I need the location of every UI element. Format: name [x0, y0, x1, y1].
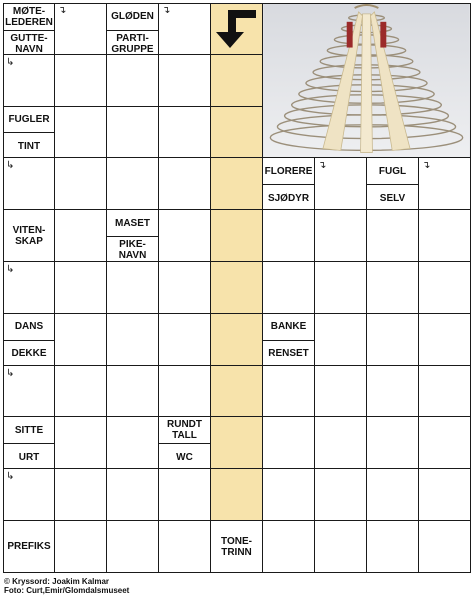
- letter-cell[interactable]: [315, 262, 367, 314]
- clue-cell: [3, 417, 55, 469]
- clue-sitte: SITTE: [4, 417, 54, 444]
- clue-gloden: GLØDEN: [107, 4, 158, 31]
- clue-florere: FLORERE: [263, 158, 314, 185]
- clue-direction-arrow-icon: ↳: [6, 471, 15, 483]
- crossword-grid: [3, 3, 471, 573]
- clue-fugl: FUGL: [367, 158, 418, 185]
- clue-gutte-navn: GUTTE- NAVN: [10, 32, 48, 55]
- clue-direction-arrow-icon: ↴: [58, 5, 67, 16]
- letter-cell[interactable]: [367, 262, 419, 314]
- letter-cell[interactable]: [211, 469, 263, 521]
- letter-cell[interactable]: [159, 55, 211, 107]
- letter-cell[interactable]: [107, 366, 159, 418]
- letter-cell[interactable]: [211, 262, 263, 314]
- letter-cell[interactable]: [159, 366, 211, 418]
- letter-cell[interactable]: [367, 314, 419, 366]
- letter-cell[interactable]: [419, 521, 471, 573]
- clue-direction-arrow-icon: ↴: [422, 160, 431, 172]
- clue-cell: [107, 3, 159, 55]
- letter-cell[interactable]: [367, 417, 419, 469]
- letter-cell[interactable]: [107, 262, 159, 314]
- letter-cell[interactable]: [211, 314, 263, 366]
- letter-cell[interactable]: [159, 107, 211, 159]
- letter-cell[interactable]: [419, 262, 471, 314]
- clue-wc: WC: [176, 451, 193, 463]
- clue-sjodyr: SJØDYR: [267, 192, 310, 204]
- letter-cell[interactable]: [55, 469, 107, 521]
- clue-rundt-tall: RUNDT TALL: [159, 417, 210, 444]
- letter-cell[interactable]: [263, 366, 315, 418]
- letter-cell[interactable]: [55, 262, 107, 314]
- clue-tint: TINT: [17, 140, 41, 152]
- letter-cell[interactable]: [55, 107, 107, 159]
- letter-cell[interactable]: [367, 469, 419, 521]
- clue-direction-arrow-icon: ↴: [162, 5, 171, 16]
- letter-cell[interactable]: [211, 210, 263, 262]
- letter-cell[interactable]: [159, 521, 211, 573]
- letter-cell[interactable]: [315, 314, 367, 366]
- letter-cell[interactable]: [107, 521, 159, 573]
- letter-cell[interactable]: [55, 158, 107, 210]
- clue-cell: [3, 3, 55, 55]
- letter-cell[interactable]: [159, 158, 211, 210]
- clue-maset: MASET: [107, 210, 158, 237]
- letter-cell[interactable]: [55, 314, 107, 366]
- photo-credit: Foto: Curt,Emir/Glomdalsmuseet: [4, 586, 130, 595]
- letter-cell[interactable]: [419, 366, 471, 418]
- clue-tone-trinn: TONE- TRINN: [221, 535, 252, 558]
- credits: [4, 577, 129, 595]
- letter-cell[interactable]: [367, 210, 419, 262]
- letter-cell[interactable]: [211, 107, 263, 159]
- clue-cell: [211, 521, 263, 573]
- letter-cell[interactable]: [211, 366, 263, 418]
- letter-cell[interactable]: [55, 417, 107, 469]
- clue-prefiks: PREFIKS: [7, 541, 51, 553]
- start-arrow-icon: [214, 8, 258, 50]
- clue-cell: [3, 107, 55, 159]
- letter-cell[interactable]: [55, 55, 107, 107]
- clue-cell: [367, 158, 419, 210]
- letter-cell[interactable]: [419, 314, 471, 366]
- clue-dekke: DEKKE: [11, 348, 47, 360]
- letter-cell[interactable]: [107, 314, 159, 366]
- letter-cell[interactable]: [263, 262, 315, 314]
- letter-cell[interactable]: [419, 469, 471, 521]
- clue-mote-lederen: MØTE- LEDEREN: [4, 4, 54, 31]
- letter-cell[interactable]: [419, 417, 471, 469]
- letter-cell[interactable]: [211, 417, 263, 469]
- clue-direction-arrow-icon: ↳: [6, 367, 15, 379]
- clue-cell: [3, 314, 55, 366]
- letter-cell[interactable]: [107, 107, 159, 159]
- letter-cell[interactable]: [315, 521, 367, 573]
- clue-cell: [3, 521, 55, 573]
- clue-cell: [263, 158, 315, 210]
- clue-parti-gruppe: PARTI- GRUPPE: [111, 32, 154, 55]
- clue-cell: [107, 210, 159, 262]
- clue-cell: [263, 314, 315, 366]
- letter-cell[interactable]: [263, 210, 315, 262]
- letter-cell[interactable]: [159, 210, 211, 262]
- clue-viten-skap: VITEN- SKAP: [12, 225, 46, 248]
- letter-cell[interactable]: [367, 366, 419, 418]
- clue-direction-arrow-icon: ↳: [6, 160, 15, 172]
- letter-cell[interactable]: [315, 366, 367, 418]
- clue-fugler: FUGLER: [4, 107, 54, 134]
- letter-cell[interactable]: [159, 314, 211, 366]
- clue-pike-navn: PIKE- NAVN: [118, 239, 147, 262]
- letter-cell[interactable]: [159, 469, 211, 521]
- clue-cell: [3, 210, 55, 262]
- letter-cell[interactable]: [419, 210, 471, 262]
- letter-cell[interactable]: [55, 521, 107, 573]
- clue-selv: SELV: [379, 192, 406, 204]
- crinoline-photo: [263, 3, 471, 158]
- letter-cell[interactable]: [55, 210, 107, 262]
- letter-cell[interactable]: [263, 469, 315, 521]
- letter-cell[interactable]: [315, 469, 367, 521]
- letter-cell[interactable]: [55, 366, 107, 418]
- letter-cell[interactable]: [107, 417, 159, 469]
- letter-cell[interactable]: [159, 262, 211, 314]
- clue-direction-arrow-icon: ↳: [6, 264, 15, 275]
- clue-cell: [159, 417, 211, 469]
- crossword-credit: © Kryssord: Joakim Kalmar: [4, 577, 110, 586]
- clue-dans: DANS: [4, 314, 54, 341]
- letter-cell[interactable]: [107, 158, 159, 210]
- letter-cell[interactable]: [315, 210, 367, 262]
- clue-banke: BANKE: [263, 314, 314, 341]
- letter-cell[interactable]: [211, 158, 263, 210]
- clue-direction-arrow-icon: ↴: [318, 160, 327, 172]
- letter-cell[interactable]: [263, 417, 315, 469]
- letter-cell[interactable]: [315, 417, 367, 469]
- clue-direction-arrow-icon: ↳: [6, 56, 15, 68]
- letter-cell[interactable]: [211, 55, 263, 107]
- crinoline-icon: [263, 4, 470, 157]
- clue-urt: URT: [18, 451, 40, 463]
- letter-cell[interactable]: [107, 55, 159, 107]
- letter-cell[interactable]: [367, 521, 419, 573]
- clue-renset: RENSET: [268, 348, 309, 360]
- letter-cell[interactable]: [263, 521, 315, 573]
- letter-cell[interactable]: [107, 469, 159, 521]
